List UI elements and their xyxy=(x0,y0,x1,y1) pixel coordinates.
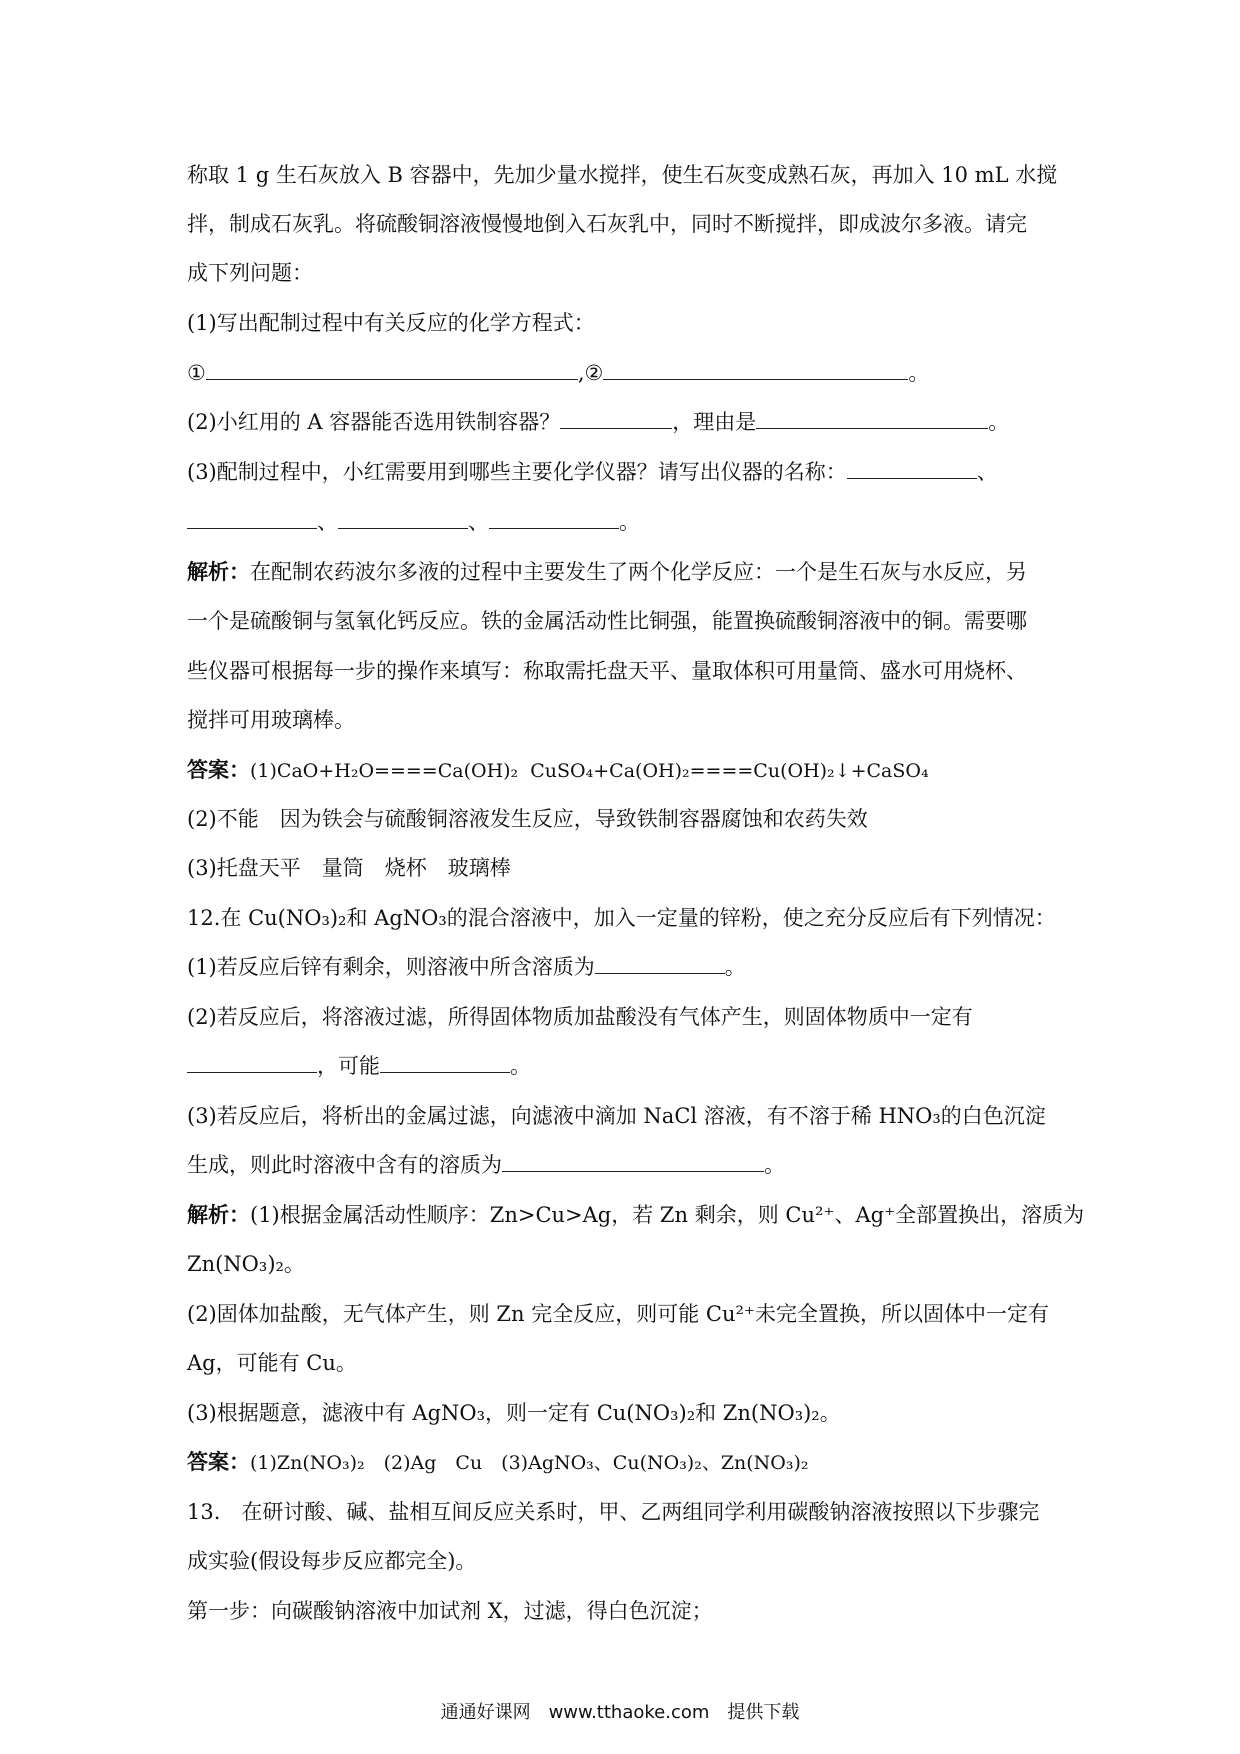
answer-blank[interactable] xyxy=(560,408,672,429)
separator: 、 xyxy=(468,510,489,534)
analysis-text: (1)根据金属活动性顺序：Zn>Cu>Ag，若 Zn 剩余，则 Cu²⁺、Ag⁺全部置换出，溶质为 xyxy=(250,1203,1085,1227)
analysis-label: 解析： xyxy=(187,560,250,584)
punctuation: 。 xyxy=(619,510,640,534)
question-12-part-2-blanks xyxy=(187,1051,1067,1081)
answer-label: 答案： xyxy=(187,1450,250,1474)
answer-blank[interactable] xyxy=(187,1052,317,1073)
answer-blank[interactable] xyxy=(206,359,578,380)
intro-line-2: 拌，制成石灰乳。将硫酸铜溶液慢慢地倒入石灰乳中，同时不断搅拌，即成波尔多液。请完 xyxy=(187,212,1027,236)
analysis-1-line-2: 一个是硫酸铜与氢氧化钙反应。铁的金属活动性比铜强，能置换硫酸铜溶液中的铜。需要哪 xyxy=(187,609,1027,633)
question-13-line-2: 成实验(假设每步反应都完全)。 xyxy=(187,1549,477,1573)
analysis-label: 解析： xyxy=(187,1203,250,1227)
question-12-stem: 12.在 Cu(NO₃)₂和 AgNO₃的混合溶液中，加入一定量的锌粉，使之充分反应后有下列情况： xyxy=(187,906,1056,930)
equation-2: CuSO₄+Ca(OH)₂====Cu(OH)₂↓+CaSO₄ xyxy=(530,760,929,782)
circled-one-marker: ① xyxy=(187,361,206,385)
answer-1-line-2: (2)不能 因为铁会与硫酸铜溶液发生反应，导致铁制容器腐蚀和农药失效 xyxy=(187,807,868,831)
punctuation: 。 xyxy=(988,410,1010,434)
answer-blank[interactable] xyxy=(489,508,619,529)
answer-blank[interactable] xyxy=(847,458,977,479)
analysis-text: 在配制农药波尔多液的过程中主要发生了两个化学反应：一个是生石灰与水反应，另 xyxy=(250,560,1027,584)
page-footer: 通通好课网 www.tthaoke.com 提供下载 xyxy=(440,1702,800,1723)
equation-1: (1)CaO+H₂O====Ca(OH)₂ xyxy=(250,760,519,782)
separator: 、 xyxy=(976,460,998,484)
question-13-line-1: 13. 在研讨酸、碱、盐相互间反应关系时，甲、乙两组同学利用碳酸钠溶液按照以下步骤完 xyxy=(187,1500,1040,1524)
question-1-text: (1)写出配制过程中有关反应的化学方程式： xyxy=(187,311,595,335)
analysis-2-line-2: Zn(NO₃)₂。 xyxy=(187,1252,305,1276)
punctuation: 。 xyxy=(908,361,930,385)
answer-blank[interactable] xyxy=(603,359,908,380)
answer-label: 答案： xyxy=(187,758,250,782)
analysis-2-line-1 xyxy=(187,1200,1085,1230)
question-13-line-3: 第一步：向碳酸钠溶液中加试剂 X，过滤，得白色沉淀； xyxy=(187,1599,713,1623)
punctuation: 。 xyxy=(764,1153,785,1177)
separator: 、 xyxy=(317,510,338,534)
answer-blank[interactable] xyxy=(338,508,468,529)
question-text: 生成，则此时溶液中含有的溶质为 xyxy=(187,1153,502,1177)
analysis-1-line-3: 些仪器可根据每一步的操作来填写：称取需托盘天平、量取体积可用量筒、盛水可用烧杯、 xyxy=(187,659,1027,683)
punctuation: 。 xyxy=(510,1054,531,1078)
punctuation: 。 xyxy=(724,955,746,979)
question-3 xyxy=(187,457,1067,487)
question-text: ，可能 xyxy=(317,1054,380,1078)
answer-blank[interactable] xyxy=(502,1151,764,1172)
answer-text: (1)Zn(NO₃)₂ (2)Ag Cu (3)AgNO₃、Cu(NO₃)₂、Zn(NO₃)₂ xyxy=(250,1452,809,1474)
answer-blank[interactable] xyxy=(380,1052,510,1073)
answer-1-line-3: (3)托盘天平 量筒 烧杯 玻璃棒 xyxy=(187,856,511,880)
question-3-blanks xyxy=(187,507,1067,537)
answer-blank[interactable] xyxy=(756,408,988,429)
analysis-1-line-4: 搅拌可用玻璃棒。 xyxy=(187,708,355,732)
question-2-reason-text: ，理由是 xyxy=(672,410,757,434)
answer-blank[interactable] xyxy=(187,508,317,529)
answer-2-line xyxy=(187,1447,1067,1478)
intro-line-1: 称取 1 g 生石灰放入 B 容器中，先加少量水搅拌，使生石灰变成熟石灰，再加入 10 mL 水搅 xyxy=(187,163,1058,187)
question-2 xyxy=(187,407,1067,437)
circled-two-marker: ,② xyxy=(577,361,604,385)
question-text: (1)若反应后锌有剩余，则溶液中所含溶质为 xyxy=(187,955,595,979)
question-12-part-2: (2)若反应后，将溶液过滤，所得固体物质加盐酸没有气体产生，则固体物质中一定有 xyxy=(187,1005,973,1029)
analysis-1-line-1 xyxy=(187,557,1067,587)
answer-blank[interactable] xyxy=(595,953,725,974)
question-1-blanks xyxy=(187,358,1067,388)
answer-1-line-1 xyxy=(187,755,1067,786)
analysis-2-line-5: (3)根据题意，滤液中有 AgNO₃，则一定有 Cu(NO₃)₂和 Zn(NO₃)₂。 xyxy=(187,1401,841,1425)
question-3-text: (3)配制过程中，小红需要用到哪些主要化学仪器？请写出仪器的名称： xyxy=(187,460,847,484)
question-12-part-1 xyxy=(187,952,1067,982)
intro-line-3: 成下列问题： xyxy=(187,261,313,285)
question-2-text: (2)小红用的 A 容器能否选用铁制容器？ xyxy=(187,410,561,434)
question-12-part-3-blank xyxy=(187,1150,1067,1180)
analysis-2-line-3: (2)固体加盐酸，无气体产生，则 Zn 完全反应，则可能 Cu²⁺未完全置换，所以固体中一定有 xyxy=(187,1302,1049,1326)
question-12-part-3: (3)若反应后，将析出的金属过滤，向滤液中滴加 NaCl 溶液，有不溶于稀 HNO₃的白色沉淀 xyxy=(187,1104,1046,1128)
analysis-2-line-4: Ag，可能有 Cu。 xyxy=(187,1351,357,1375)
